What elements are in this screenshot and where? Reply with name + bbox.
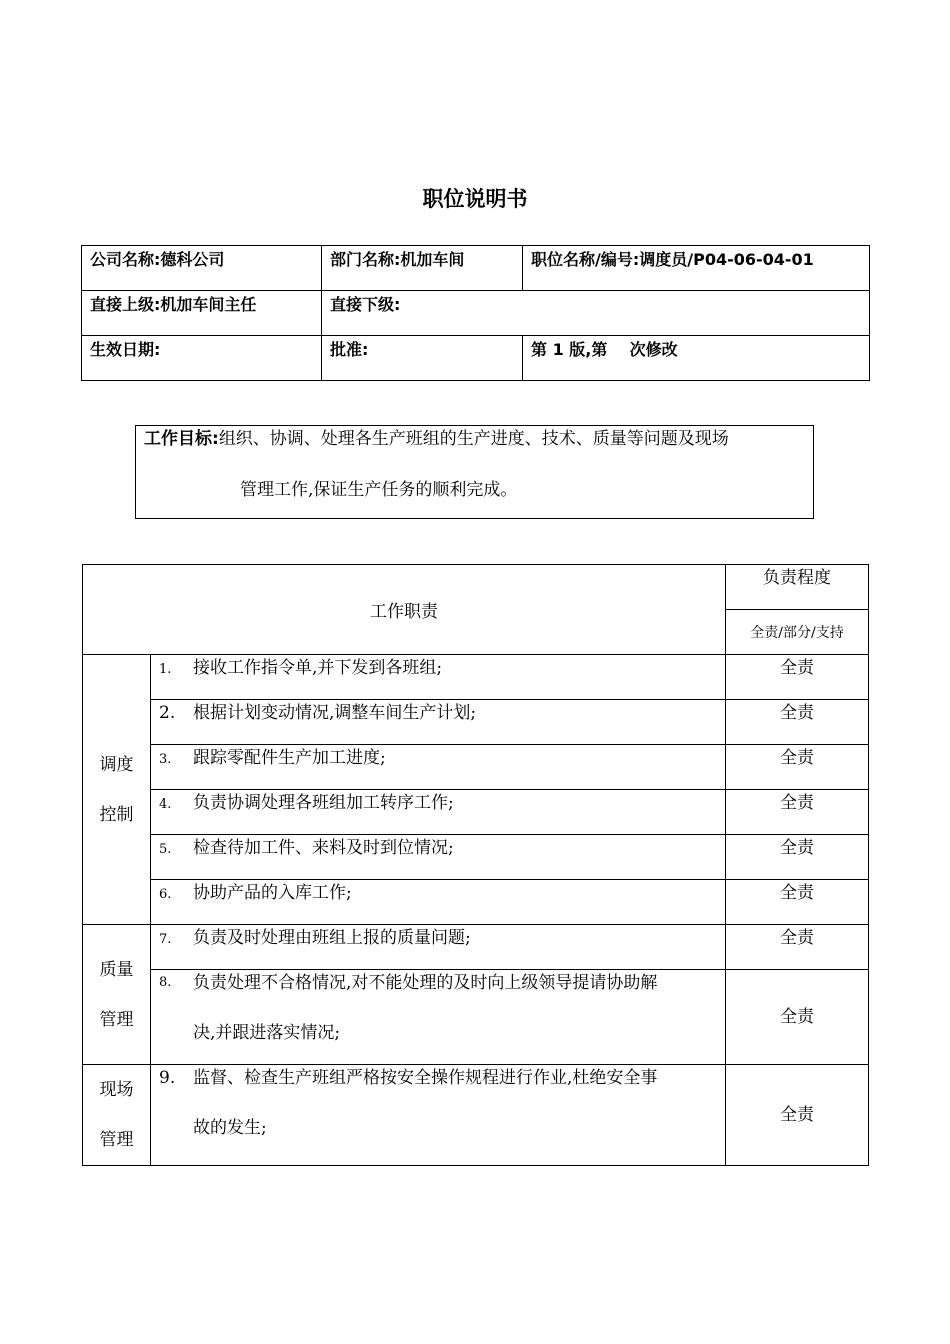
task-number: 4.: [159, 797, 172, 812]
table-row: [83, 925, 869, 970]
task-number: 2.: [159, 703, 176, 723]
responsibility-cell: 全责: [726, 835, 869, 880]
table-row: [83, 790, 869, 835]
work-goal-box: [135, 425, 814, 519]
work-goal-text-2: 管理工作,保证生产任务的顺利完成。: [240, 480, 518, 500]
task-number: 1.: [159, 662, 172, 677]
responsibility-cell: 全责: [726, 1065, 869, 1166]
work-goal-label: 工作目标:: [144, 429, 219, 449]
task-cell: [151, 700, 726, 745]
task-text: 根据计划变动情况,调整车间生产计划;: [193, 703, 477, 723]
responsibility-cell: 全责: [726, 925, 869, 970]
category-line: 调度: [99, 754, 134, 775]
responsibility-cell: 全责: [726, 745, 869, 790]
responsibility-cell: 全责: [726, 790, 869, 835]
task-cell: [151, 970, 726, 1065]
category-line: 控制: [99, 804, 134, 825]
table-row: [83, 970, 869, 1065]
task-cell: [151, 745, 726, 790]
category-line: 质量: [99, 959, 134, 980]
superior-cell: 直接上级:机加车间主任: [82, 291, 322, 336]
table-row: [83, 655, 869, 700]
category-line: 管理: [99, 1009, 134, 1030]
category-line: 管理: [99, 1130, 134, 1150]
task-text: 检查待加工件、来料及时到位情况;: [193, 838, 454, 858]
position-info-table: [81, 245, 870, 381]
table-row: [83, 1065, 869, 1166]
responsibility-cell: 全责: [726, 700, 869, 745]
responsibility-subheader: 全责/部分/支持: [726, 610, 869, 655]
task-text: 接收工作指令单,并下发到各班组;: [193, 658, 443, 678]
task-number: 9.: [159, 1068, 176, 1088]
task-cell: [151, 655, 726, 700]
table-row: [83, 700, 869, 745]
task-number: 3.: [159, 752, 172, 767]
duties-header: 工作职责: [83, 565, 726, 655]
version-cell: 第 1 版,第 次修改: [523, 336, 870, 381]
task-text: 负责及时处理由班组上报的质量问题;: [193, 928, 471, 948]
task-text-line: 故的发生;: [193, 1118, 267, 1138]
task-number: 7.: [159, 932, 172, 947]
position-cell: 职位名称/编号:调度员/P04-06-04-01: [523, 246, 870, 291]
responsibility-cell: 全责: [726, 970, 869, 1065]
task-text-line: 决,并跟进落实情况;: [193, 1023, 341, 1043]
table-row: [83, 835, 869, 880]
task-text: 跟踪零配件生产加工进度;: [193, 748, 386, 768]
work-goal-text-1: 组织、协调、处理各生产班组的生产进度、技术、质量等问题及现场: [218, 429, 729, 449]
table-row: [83, 745, 869, 790]
responsibility-cell: 全责: [726, 655, 869, 700]
task-number: 5.: [159, 842, 172, 857]
effective-date-cell: 生效日期:: [82, 336, 322, 381]
work-goal-line-1: [144, 426, 729, 452]
category-line: 现场: [99, 1080, 134, 1100]
task-cell: [151, 1065, 726, 1166]
task-cell: [151, 790, 726, 835]
task-cell: [151, 880, 726, 925]
task-number: 6.: [159, 887, 172, 902]
company-cell: 公司名称:德科公司: [82, 246, 322, 291]
task-text-line: 监督、检查生产班组严格按安全操作规程进行作业,杜绝安全事: [193, 1068, 658, 1088]
task-text: 负责协调处理各班组加工转序工作;: [193, 793, 454, 813]
subordinate-cell: 直接下级:: [322, 291, 870, 336]
task-number: 8.: [159, 975, 172, 990]
category-cell: [83, 655, 151, 925]
approval-cell: 批准:: [322, 336, 523, 381]
task-cell: [151, 925, 726, 970]
department-cell: 部门名称:机加车间: [322, 246, 523, 291]
table-row: [83, 880, 869, 925]
responsibility-cell: 全责: [726, 880, 869, 925]
category-cell: [83, 925, 151, 1065]
task-text: 协助产品的入库工作;: [193, 883, 352, 903]
page-title: 职位说明书: [422, 187, 528, 211]
task-text-line: 负责处理不合格情况,对不能处理的及时向上级领导提请协助解: [193, 973, 658, 993]
category-cell: [83, 1065, 151, 1166]
duties-table: [82, 564, 869, 1166]
task-cell: [151, 835, 726, 880]
responsibility-header: 负责程度: [726, 565, 869, 610]
